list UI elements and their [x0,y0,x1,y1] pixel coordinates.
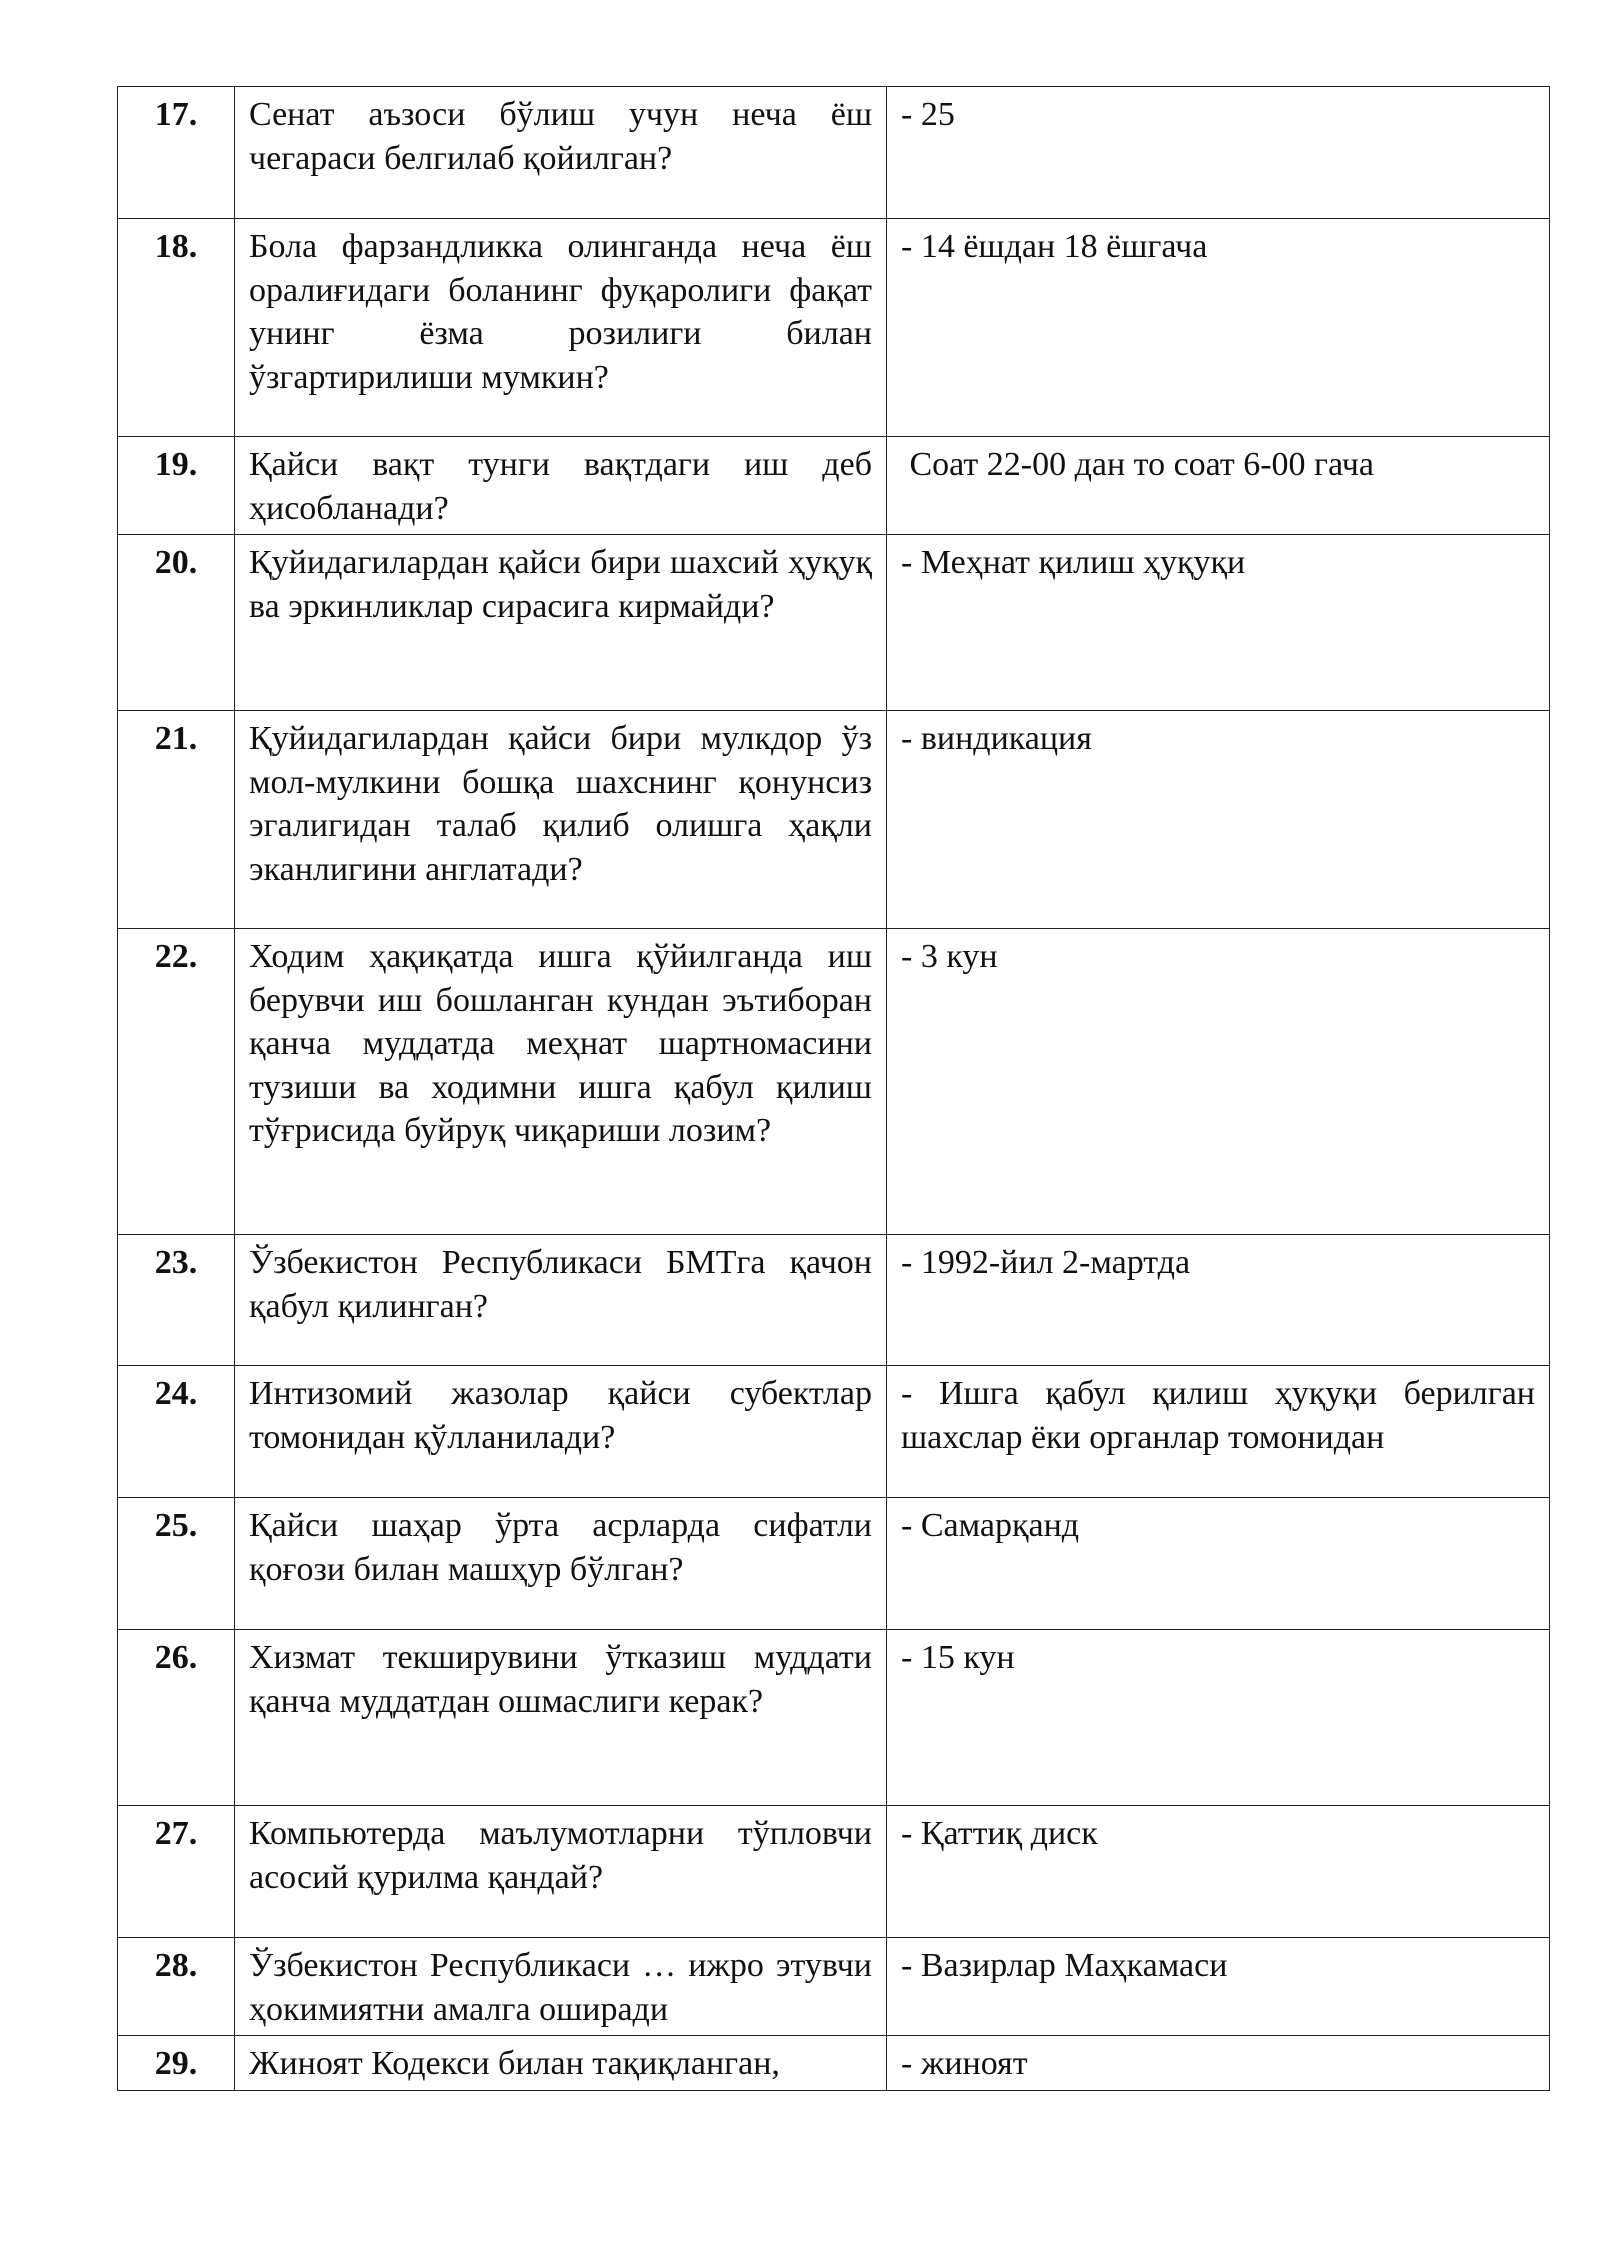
answer-cell: - виндикация [887,711,1550,929]
row-number: 28. [118,1938,235,2036]
answer-cell: - Қаттиқ диск [887,1806,1550,1938]
table-row [118,1498,1550,1630]
table-row [118,1938,1550,2036]
answer-cell: - Самарқанд [887,1498,1550,1630]
table-row [118,1366,1550,1498]
table-row [118,1235,1550,1366]
question-cell: Ўзбекистон Республикаси … ижро этувчи ҳокимиятни амалга оширади [235,1938,887,2036]
table-row [118,87,1550,219]
question-cell: Қуйидагилардан қайси бири шахсий ҳуқуқ ва эркинликлар сирасига кирмайди? [235,535,887,711]
answer-cell: - 14 ёшдан 18 ёшгача [887,219,1550,437]
question-cell: Интизомий жазолар қайси субектлар томонидан қўлланилади? [235,1366,887,1498]
table-row [118,219,1550,437]
table-row [118,711,1550,929]
row-number: 21. [118,711,235,929]
row-number: 25. [118,1498,235,1630]
table-row [118,437,1550,535]
question-cell: Сенат аъзоси бўлиш учун неча ёш чегараси белгилаб қойилган? [235,87,887,219]
question-cell: Қайси шаҳар ўрта асрларда сифатли қоғози билан машҳур бўлган? [235,1498,887,1630]
question-cell: Ўзбекистон Республикаси БМТга қачон қабул қилинган? [235,1235,887,1366]
answer-cell: - 25 [887,87,1550,219]
table-row [118,2036,1550,2091]
answer-cell: - жиноят [887,2036,1550,2091]
row-number: 27. [118,1806,235,1938]
qa-table [117,86,1550,2091]
answer-cell: - 3 кун [887,929,1550,1235]
row-number: 23. [118,1235,235,1366]
row-number: 24. [118,1366,235,1498]
answer-cell: - 15 кун [887,1630,1550,1806]
answer-cell: - 1992-йил 2-мартда [887,1235,1550,1366]
question-cell: Жиноят Кодекси билан тақиқланган, [235,2036,887,2091]
row-number: 18. [118,219,235,437]
row-number: 29. [118,2036,235,2091]
answer-cell: Соат 22-00 дан то соат 6-00 гача [887,437,1550,535]
answer-cell: - Вазирлар Маҳкамаси [887,1938,1550,2036]
question-cell: Ходим ҳақиқатда ишга қўйилганда иш берувчи иш бошланган кундан эътиборан қанча муддатда меҳнат шартномасини тузиши ва ходимни ишга қабул қилиш тўғрисида буйруқ чиқариши лозим? [235,929,887,1235]
question-cell: Бола фарзандликка олинганда неча ёш оралиғидаги боланинг фуқаролиги фақат унинг ёзма розилиги билан ўзгартирилиши мумкин? [235,219,887,437]
table-row [118,1806,1550,1938]
row-number: 17. [118,87,235,219]
answer-cell: - Меҳнат қилиш ҳуқуқи [887,535,1550,711]
row-number: 19. [118,437,235,535]
table-row [118,535,1550,711]
question-cell: Хизмат текширувини ўтказиш муддати қанча муддатдан ошмаслиги керак? [235,1630,887,1806]
table-row [118,929,1550,1235]
row-number: 26. [118,1630,235,1806]
document-page [117,86,1549,2091]
table-row [118,1630,1550,1806]
answer-cell: - Ишга қабул қилиш ҳуқуқи берилган шахслар ёки органлар томонидан [887,1366,1550,1498]
row-number: 20. [118,535,235,711]
question-cell: Қайси вақт тунги вақтдаги иш деб ҳисобланади? [235,437,887,535]
question-cell: Компьютерда маълумотларни тўпловчи асосий қурилма қандай? [235,1806,887,1938]
row-number: 22. [118,929,235,1235]
question-cell: Қуйидагилардан қайси бири мулкдор ўз мол-мулкини бошқа шахснинг қонунсиз эгалигидан талаб қилиб олишга ҳақли эканлигини англатади? [235,711,887,929]
